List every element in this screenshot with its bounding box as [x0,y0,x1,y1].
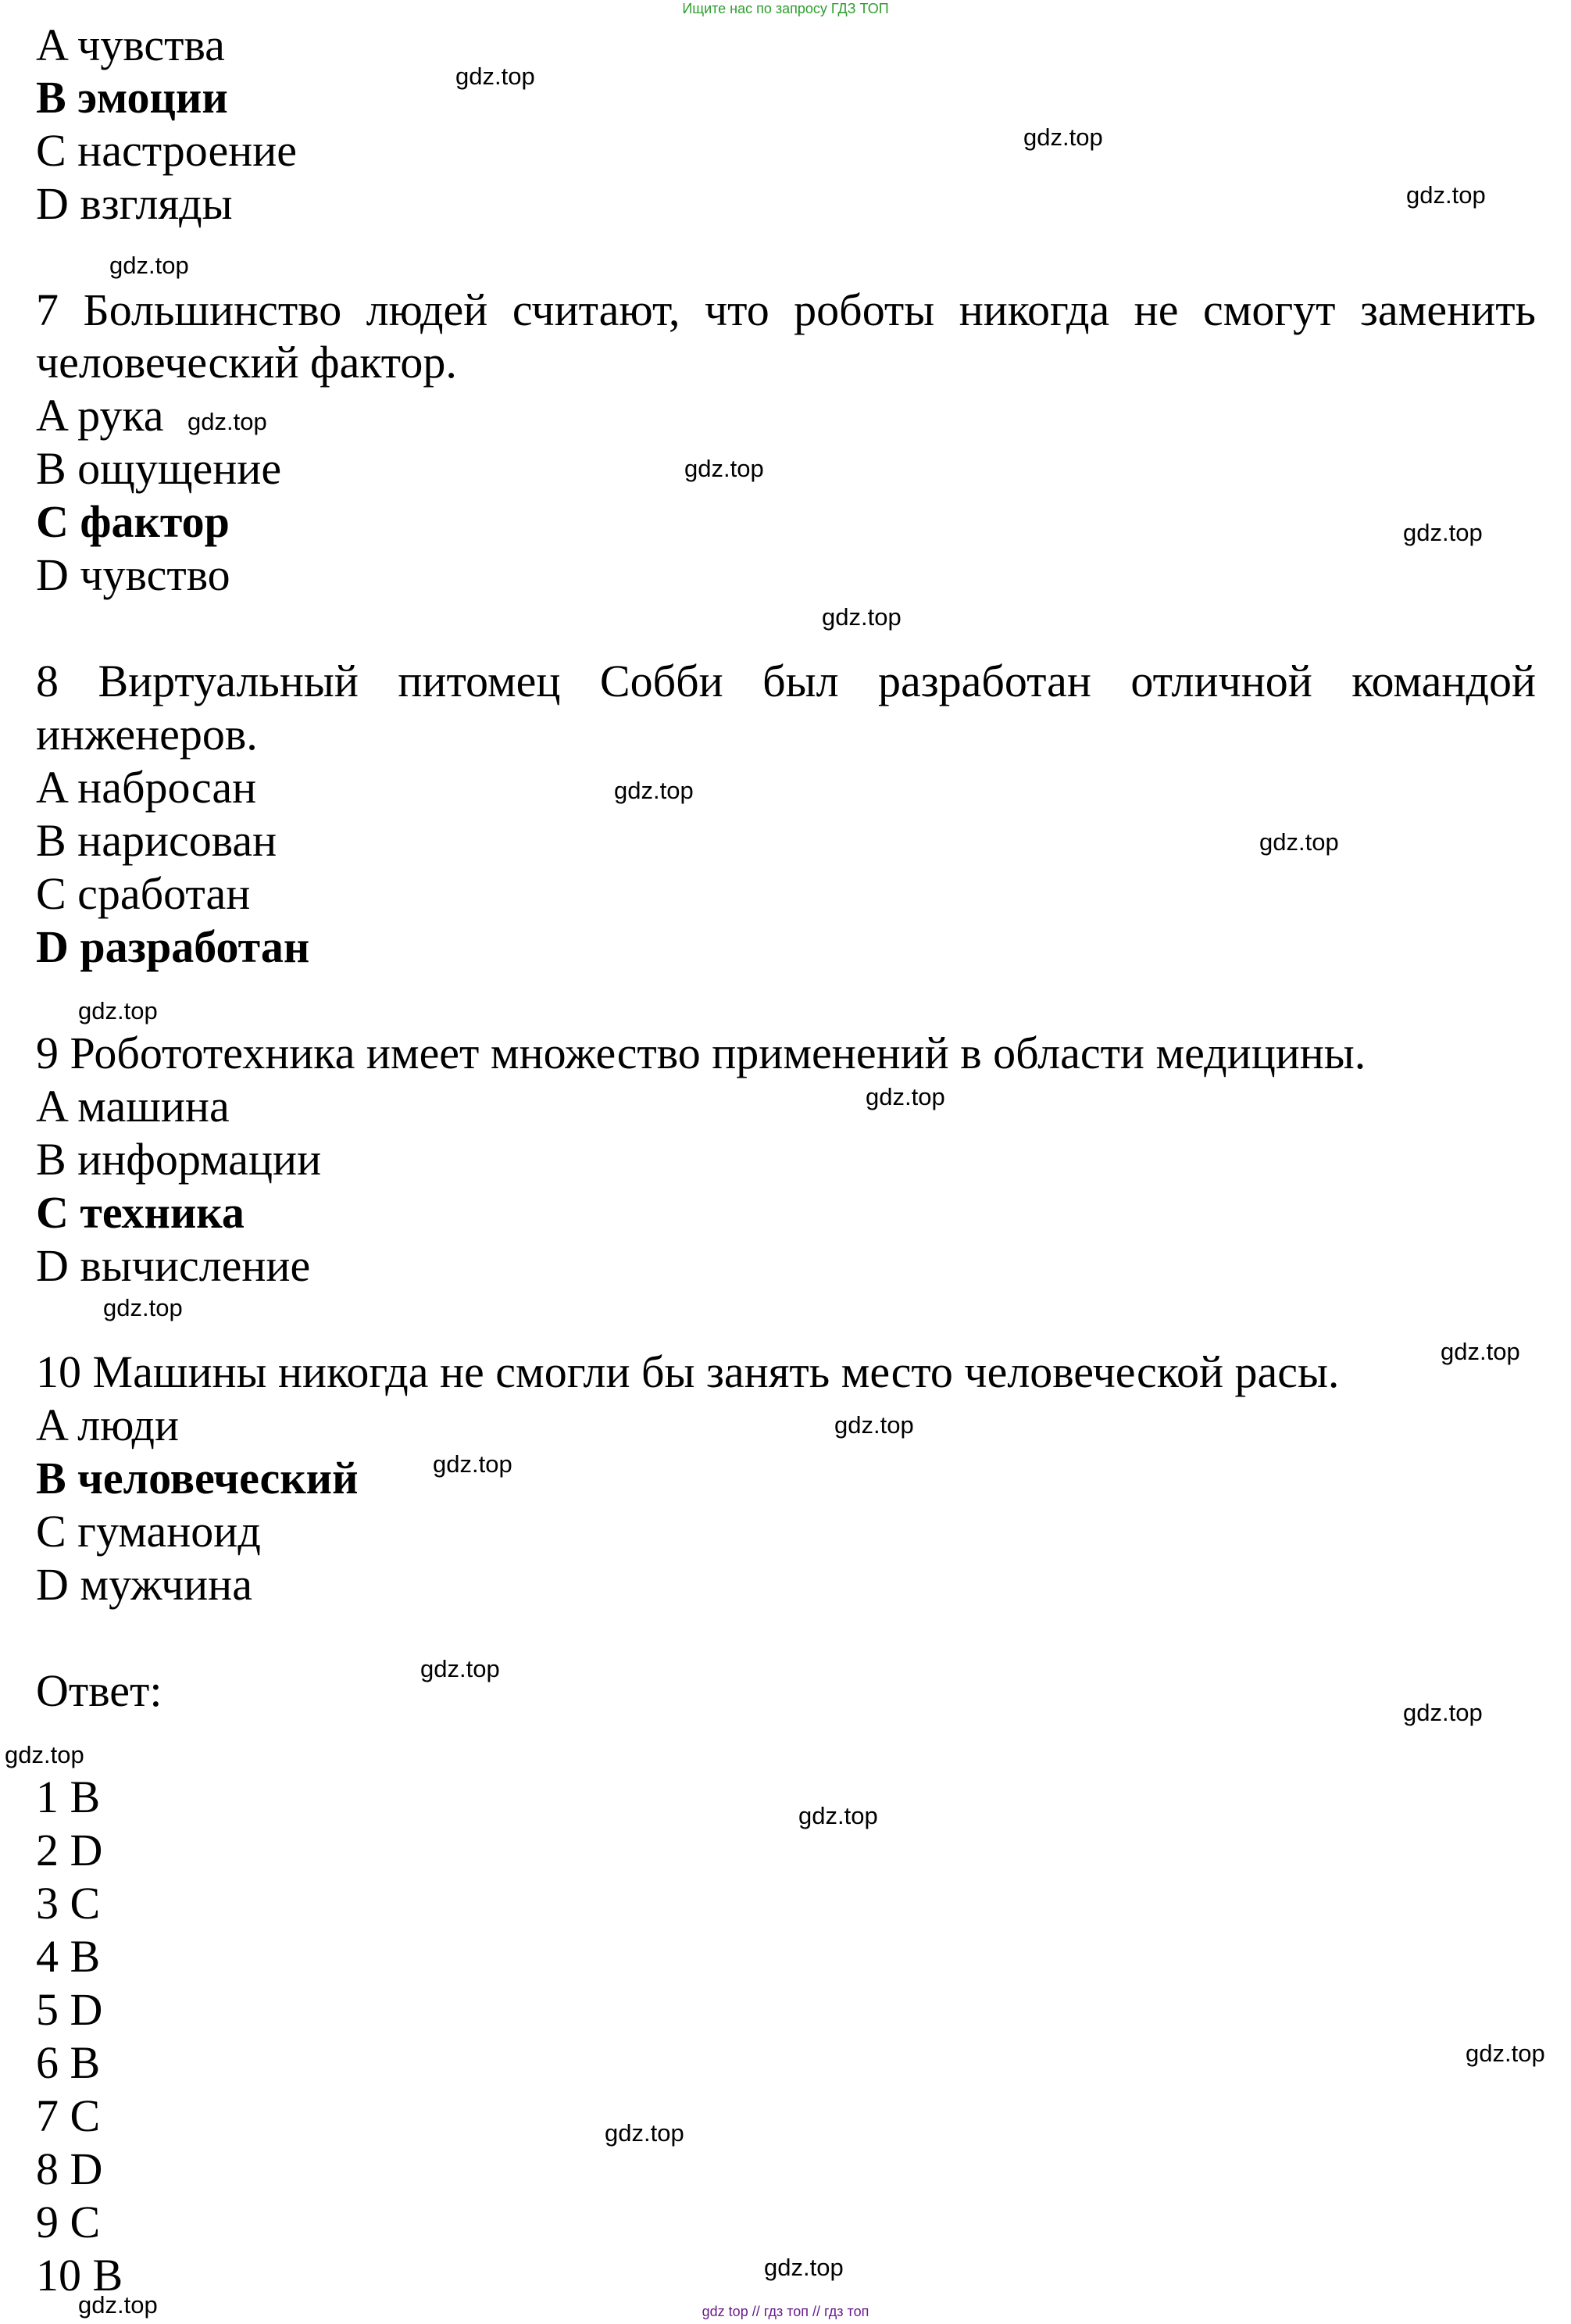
option-6d: D взгляды [36,178,233,229]
option-10a: A люди [36,1400,180,1450]
option-9b: B информации [36,1134,322,1185]
watermark: gdz.top [822,603,902,631]
watermark: gdz.top [187,408,267,435]
watermark: gdz.top [605,2119,684,2147]
option-7a: A рука [36,390,164,441]
watermark: gdz.top [433,1450,512,1478]
bottom-banner: gdz top // гдз топ // гдз топ [702,2304,869,2319]
watermark: gdz.top [420,1655,500,1682]
option-9d: D вычисление [36,1240,311,1291]
watermark: gdz.top [78,997,158,1024]
answer-item: 5 D [36,1984,103,2035]
answer-item: 7 C [36,2090,101,2141]
answer-item: 4 B [36,1931,101,1982]
option-8c: C сработан [36,868,251,919]
option-7d: D чувство [36,549,230,600]
option-10b-correct: B человеческий [36,1453,359,1503]
option-7b: B ощущение [36,443,282,494]
option-8a: A набросан [36,762,257,813]
option-7c-correct: C фактор [36,496,230,547]
answer-item: 3 C [36,1878,101,1929]
answer-item: 2 D [36,1825,103,1875]
option-10d: D мужчина [36,1559,252,1610]
option-9a: A машина [36,1081,230,1132]
question-8-line-1: 8 Виртуальный питомец Собби был разработан отличной командой [36,656,1536,706]
option-8b: B нарисован [36,815,277,866]
answer-item: 8 D [36,2143,103,2194]
watermark: gdz.top [866,1083,945,1110]
watermark: gdz.top [455,63,535,90]
option-6b-correct: B эмоции [36,72,228,123]
answer-item: 6 B [36,2037,101,2088]
watermark: gdz.top [103,1294,183,1321]
watermark: gdz.top [1441,1338,1520,1365]
option-6a: A чувства [36,20,225,70]
question-8-line-2: инженеров. [36,709,258,760]
question-9-line-1: 9 Робототехника имеет множество применений в области медицины. [36,1028,1366,1078]
answer-item: 10 B [36,2250,123,2301]
watermark: gdz.top [78,2291,158,2319]
watermark: gdz.top [684,455,764,482]
watermark: gdz.top [109,252,189,279]
question-7-line-2: человеческий фактор. [36,337,457,388]
option-6c: C настроение [36,125,298,176]
watermark: gdz.top [1403,519,1483,546]
watermark: gdz.top [1403,1699,1483,1726]
option-8d-correct: D разработан [36,921,310,972]
watermark: gdz.top [1406,181,1486,209]
watermark: gdz.top [614,777,694,804]
option-10c: C гуманоид [36,1506,261,1557]
watermark: gdz.top [834,1411,914,1439]
watermark: gdz.top [1023,123,1103,151]
question-10-line-1: 10 Машины никогда не смогли бы занять место человеческой расы. [36,1346,1340,1397]
watermark: gdz.top [798,1802,878,1829]
answer-label: Ответ: [36,1665,162,1716]
watermark: gdz.top [1259,828,1339,856]
watermark: gdz.top [5,1741,84,1768]
question-7-line-1: 7 Большинство людей считают, что роботы никогда не смогут заменить [36,284,1536,335]
answer-item: 1 B [36,1772,101,1822]
watermark: gdz.top [764,2254,844,2281]
watermark: gdz.top [1466,2040,1545,2067]
answer-item: 9 C [36,2197,101,2247]
option-9c-correct: C техника [36,1187,245,1238]
top-banner: Ищите нас по запросу ГДЗ ТОП [682,1,889,16]
